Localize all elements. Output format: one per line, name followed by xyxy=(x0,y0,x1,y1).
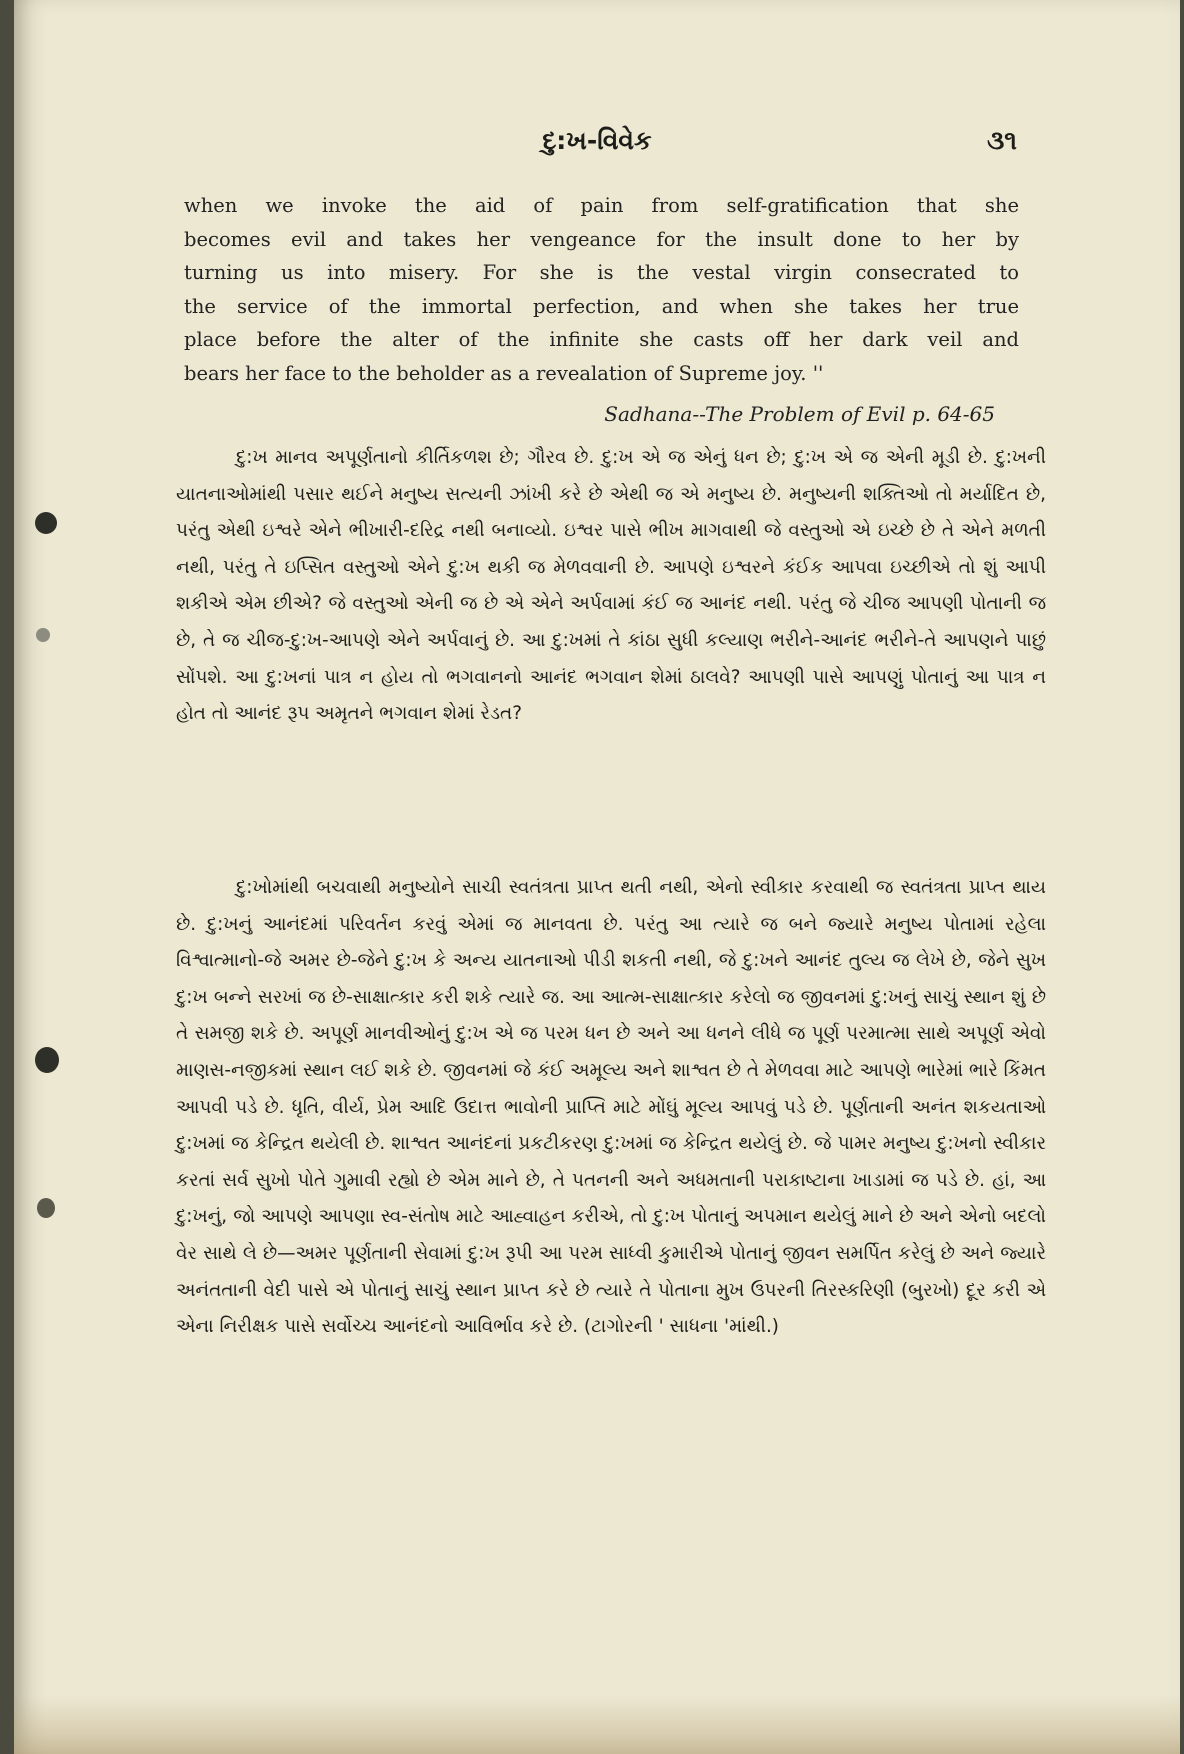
quote-line: bears her face to the beholder as a revealation of Supreme joy. '' xyxy=(184,361,824,385)
punch-hole xyxy=(35,512,57,534)
quote-citation: Sadhana--The Problem of Evil p. 64-65 xyxy=(604,402,995,426)
paragraph-text: દુ:ખ માનવ અપૂર્ણતાનો કીર્તિકળશ છે; ગૌરવ છે. દુ:ખ એ જ એનું ધન છે; દુ:ખ એ જ એની મૂડી છે. દુ:ખની યાતનાઓમાંથી પસાર થઈને મનુષ્ય સત્યની ઝાંખી કરે છે એથી જ એ મનુષ્ય છે. મનુષ્યની શક્તિઓ તો મર્યાદિત છે, પરંતુ એથી ઇશ્વરે એને ભીખારી-દરિદ્ર નથી બનાવ્યો. ઇશ્વર પાસે ભીખ માગવાથી જે વસ્તુઓ એ ઇચ્છે છે તે એને મળતી નથી, પરંતુ તે ઇપ્સિત વસ્તુઓ એને દુ:ખ થકી જ મેળવવાની છે. આપણે ઇશ્વરને કંઈક આપવા ઇચ્છીએ તો શું આપી શકીએ એમ છીએ? જે વસ્તુઓ એની જ છે એ એને અર્પવામાં કંઈ જ આનંદ નથી. પરંતુ જે ચીજ આપણી પોતાની જ છે, તે જ ચીજ-દુ:ખ-આપણે એને અર્પવાનું છે. આ દુ:ખમાં તે કાંઠા સુધી કલ્યાણ ભરીને-આનંદ ભરીને-તે આપણને પાછું સોંપશે. આ દુ:ખનાં પાત્ર ન હોય તો ભગવાનનો આનંદ ભગવાન શેમાં ઠાલવે? આપણી પાસે આપણું પોતાનું આ પાત્ર ન હોત તો આનંદ રૂપ અમૃતને ભગવાન શેમાં રેડત? xyxy=(176,447,1046,725)
quote-line: when we invoke the aid of pain from self-gratification that she xyxy=(184,194,1019,217)
paragraph-text: દુ:ખોમાંથી બચવાથી મનુષ્યોને સાચી સ્વતંત્રતા પ્રાપ્ત થતી નથી, એનો સ્વીકાર કરવાથી જ સ્વતંત્રતા પ્રાપ્ત થાય છે. દુ:ખનું આનંદમાં પરિવર્તન કરવું એમાં જ માનવતા છે. પરંતુ આ ત્યારે જ બને જ્યારે મનુષ્ય પોતામાં રહેલા વિશ્વાત્માનો-જે અમર છે-જેને દુ:ખ કે અન્ય યાતનાઓ પીડી શકતી નથી, જે દુ:ખને આનંદ તુલ્ય જ લેખે છે, જેને સુખ દુ:ખ બન્ને સરખાં જ છે-સાક્ષાત્કાર કરી શકે ત્યારે જ. આ આત્મ-સાક્ષાત્કાર કરેલો જ જીવનમાં દુ:ખનું સાચું સ્થાન શું છે તે સમજી શકે છે. અપૂર્ણ માનવીઓનું દુ:ખ એ જ પરમ ધન છે અને આ ધનને લીધે જ પૂર્ણ પરમાત્મા સાથે અપૂર્ણ એવો માણસ-નજીકમાં સ્થાન લઈ શકે છે. જીવનમાં જે કંઈ અમૂલ્ય અને શાશ્વત છે તે મેળવવા માટે આપણે ભારેમાં ભારે કિંમત આપવી પડે છે. ધૃતિ, વીર્ય, પ્રેમ આદિ ઉદાત્ત ભાવોની પ્રાપ્તિ માટે મોંઘું મૂલ્ય આપવું પડે છે. પૂર્ણતાની અનંત શકયતાઓ દુ:ખમાં જ કેન્દ્રિત થયેલી છે. શાશ્વત આનંદનાં પ્રકટીકરણ દુ:ખમાં જ કેન્દ્રિત થયેલું છે. જે પામર મનુષ્ય દુ:ખનો સ્વીકાર કરતાં સર્વ સુખો પોતે ગુમાવી રહ્યો છે એમ માને છે, તે પતનની અને અધમતાની પરાકાષ્ટાના ખાડામાં જ પડે છે. હાં, આ દુ:ખનું, જો આપણે આપણા સ્વ-સંતોષ માટે આહ્વાહન કરીએ, તો દુ:ખ પોતાનું અપમાન થયેલું માને છે અને એનો બદલો વેર સાથે લે છે—અમર પૂર્ણતાની સેવામાં દુ:ખ રૂપી આ પરમ સાધ્વી કુમારીએ પોતાનું જીવન સમર્પિત કરેલું છે અને જ્યારે અનંતતાની વેદી પાસે એ પોતાનું સાચું સ્થાન પ્રાપ્ત કરે છે ત્યારે તે પોતાના મુખ ઉપરની તિરસ્કરિણી (બુરખો) દૂર કરી એ એના નિરીક્ષક પાસે સર્વોચ્ચ આનંદનો આવિર્ભાવ કરે છે. (ટાગોરની ' સાધના 'માંથી.) xyxy=(176,877,1046,1338)
quote-line: the service of the immortal perfection, and when she takes her true xyxy=(184,294,1019,318)
book-page xyxy=(14,0,1180,1754)
page-edge-shadow xyxy=(14,1694,1180,1754)
body-paragraph-2 xyxy=(176,870,1046,1346)
english-quote xyxy=(184,189,1019,390)
page-header xyxy=(14,126,1180,166)
body-paragraph-1 xyxy=(176,440,1046,733)
running-title: દુ:ખ-વિવેક xyxy=(542,126,652,155)
punch-hole xyxy=(35,1047,59,1073)
page-number: ૩૧ xyxy=(986,126,1017,156)
quote-line: turning us into misery. For she is the vestal virgin consecrated to xyxy=(184,261,1019,284)
quote-line: place before the alter of the infinite she casts off her dark veil and xyxy=(184,328,1019,351)
quote-line: becomes evil and takes her vengeance for the insult done to her by xyxy=(184,227,1019,251)
punch-hole xyxy=(36,628,50,642)
punch-hole xyxy=(37,1198,55,1218)
